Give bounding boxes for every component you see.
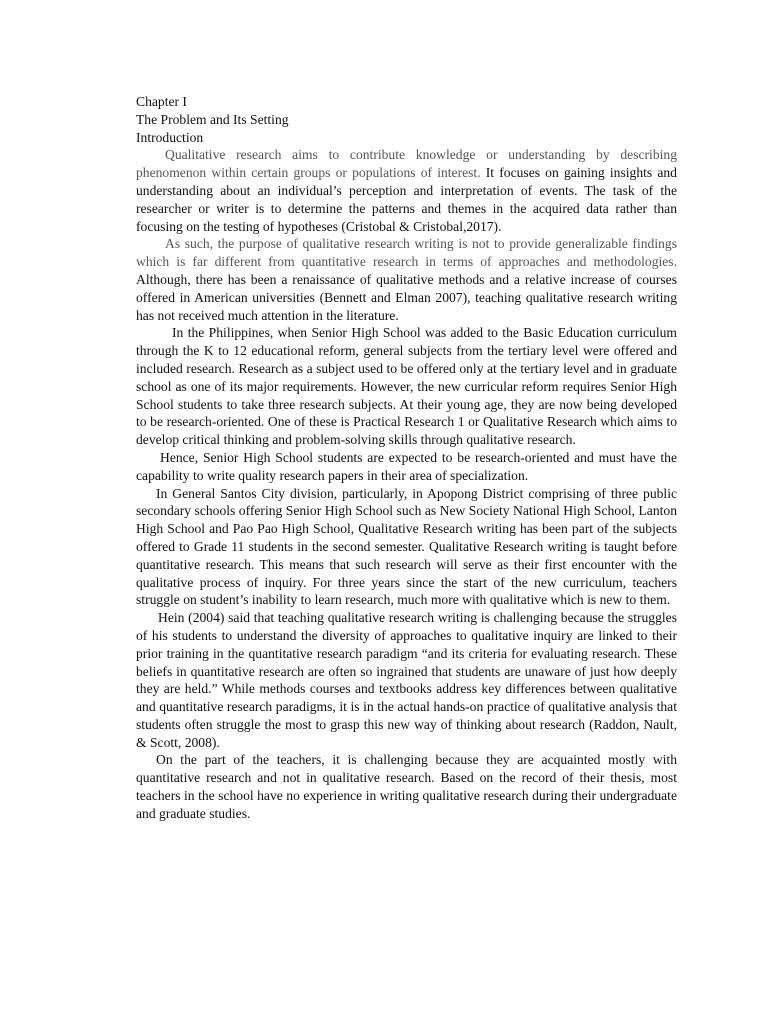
- paragraph-2-text: Although, there has been a renaissance of qualitative methods and a relative increase of courses offered in American universities (Bennett and Elman 2007), teaching qualitative research writing has not received much attention in the literature.: [136, 271, 677, 323]
- paragraph-2: [136, 235, 677, 324]
- paragraph-1: [136, 146, 677, 235]
- paragraph-1-gray-text: Qualitative research aims to contribute knowledge or understanding by describing phenomenon within certain groups or populations of interest.: [136, 147, 677, 181]
- paragraph-7: On the part of the teachers, it is challenging because they are acquainted mostly with quantitative research and not in qualitative research. Based on the record of their thesis, most teachers in the school have no experience in writing qualitative research during their undergraduate and graduate studies.: [136, 752, 677, 821]
- paragraph-2-gray-text: As such, the purpose of qualitative research writing is not to provide generalizable findings which is far different from quantitative research in terms of approaches and methodologies.: [136, 236, 677, 270]
- document-page: [136, 93, 677, 823]
- section-heading: Introduction: [136, 129, 204, 145]
- paragraph-5: In General Santos City division, particularly, in Apopong District comprising of three public secondary schools offering Senior High School such as New Society National High School, Lanton High School and Pao Pao High School, Qualitative Research writing has been part of the subjects offered to Grade 11 students in the second semester. Qualitative Research writing is taught before quantitative research. This means that such research will serve as their first encounter with the qualitative process of inquiry. For three years since the start of the new curriculum, teachers struggle on student’s inability to learn research, much more with qualitative which is new to them.: [136, 485, 677, 608]
- paragraph-1-text: It focuses on gaining insights and understanding about an individual’s perception and interpretation of events. The task of the researcher or writer is to determine the patterns and themes in the acquired data rather than focusing on the testing of hypotheses (Cristobal & Cristobal,2017).: [136, 165, 677, 234]
- paragraph-6: Hein (2004) said that teaching qualitative research writing is challenging because the struggles of his students to understand the diversity of approaches to qualitative inquiry are linked to their prior training in the quantitative research paradigm “and its criteria for evaluating research. These beliefs in quantitative research are often so ingrained that students are unaware of just how deeply they are held.” While methods courses and textbooks address key differences between qualitative and quantitative research paradigms, it is in the actual hands-on practice of qualitative analysis that students often struggle the most to grasp this new way of thinking about research (Raddon, Nault, & Scott, 2008).: [136, 610, 677, 750]
- chapter-label: Chapter I: [136, 94, 187, 109]
- paragraph-3: In the Philippines, when Senior High School was added to the Basic Education curriculum through the K to 12 educational reform, general subjects from the tertiary level were offered and included research. Research as a subject used to be offered only at the tertiary level and in graduate school as one of its major requirements. However, the new curricular reform requires Senior High School students to take three research subjects. At their young age, they are now being developed to be research-oriented. One of these is Practical Research 1 or Qualitative Research which aims to develop critical thinking and problem-solving skills through qualitative research.: [136, 325, 677, 448]
- paragraph-4: Hence, Senior High School students are expected to be research-oriented and must have the capability to write quality research papers in their area of specialization.: [136, 449, 677, 483]
- chapter-title: The Problem and Its Setting: [136, 111, 289, 127]
